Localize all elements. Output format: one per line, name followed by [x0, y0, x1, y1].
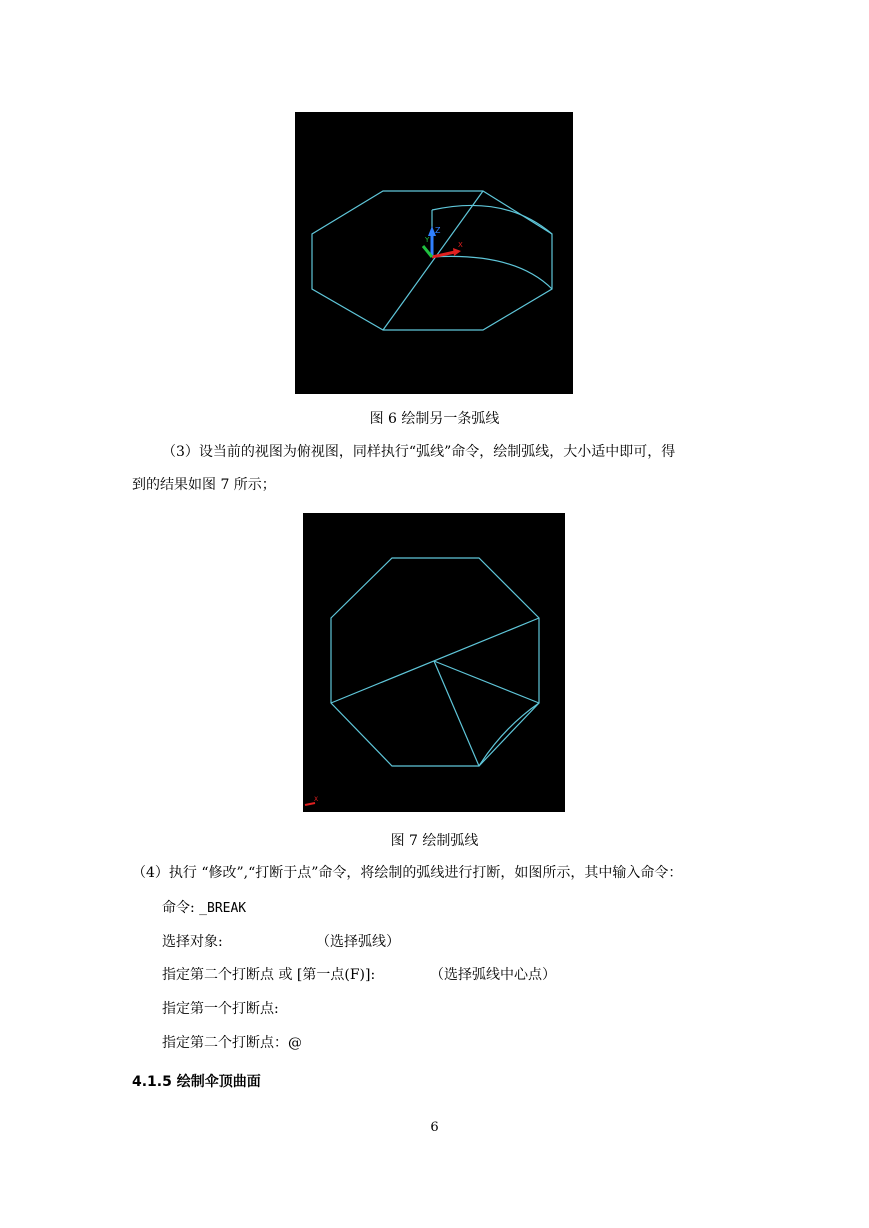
- second-break-line: 指定第二个打断点：@: [162, 1035, 302, 1051]
- figure-7-svg: [303, 513, 565, 812]
- command-label: 命令:: [162, 900, 200, 916]
- axis-x-line: [305, 803, 315, 805]
- axis-z-label: Z: [435, 226, 441, 235]
- command-line: [162, 898, 246, 919]
- arc-curve: [432, 205, 552, 234]
- radial-line: [383, 191, 483, 330]
- step3-line1: （3）设当前的视图为俯视图，同样执行“弧线”命令，绘制弧线，大小适中即可，得: [162, 444, 676, 460]
- figure-7-caption: 图 7 绘制弧线: [390, 833, 479, 849]
- axis-x-arrow: [453, 248, 461, 256]
- second-point-note: （选择弧线中心点）: [430, 967, 556, 983]
- section-heading: 4.1.5 绘制伞顶曲面: [132, 1074, 261, 1090]
- command-value: _BREAK: [199, 901, 247, 916]
- first-break-line: 指定第一个打断点:: [162, 1001, 279, 1017]
- axis-x-label: X: [458, 241, 463, 249]
- arc-curve-2: [432, 256, 552, 289]
- axis-y-label: Y: [425, 236, 430, 244]
- axis-x-label: X: [314, 796, 319, 803]
- page-number: 6: [430, 1120, 439, 1135]
- figure-6-drawing: [295, 112, 573, 394]
- select-object-note: （选择弧线）: [316, 934, 400, 950]
- figure-7-drawing: [303, 513, 565, 812]
- step4-intro: （4）执行 “修改”,“打断于点”命令，将绘制的弧线进行打断，如图所示，其中输入命令：: [132, 865, 683, 881]
- step3-line2: 到的结果如图 7 所示；: [132, 477, 276, 493]
- select-object-line: 选择对象:: [162, 934, 223, 950]
- second-point-line: 指定第二个打断点 或 [第一点(F)]:: [162, 967, 376, 983]
- figure-6-svg: [295, 112, 573, 394]
- figure-6-caption: 图 6 绘制另一条弧线: [369, 411, 500, 427]
